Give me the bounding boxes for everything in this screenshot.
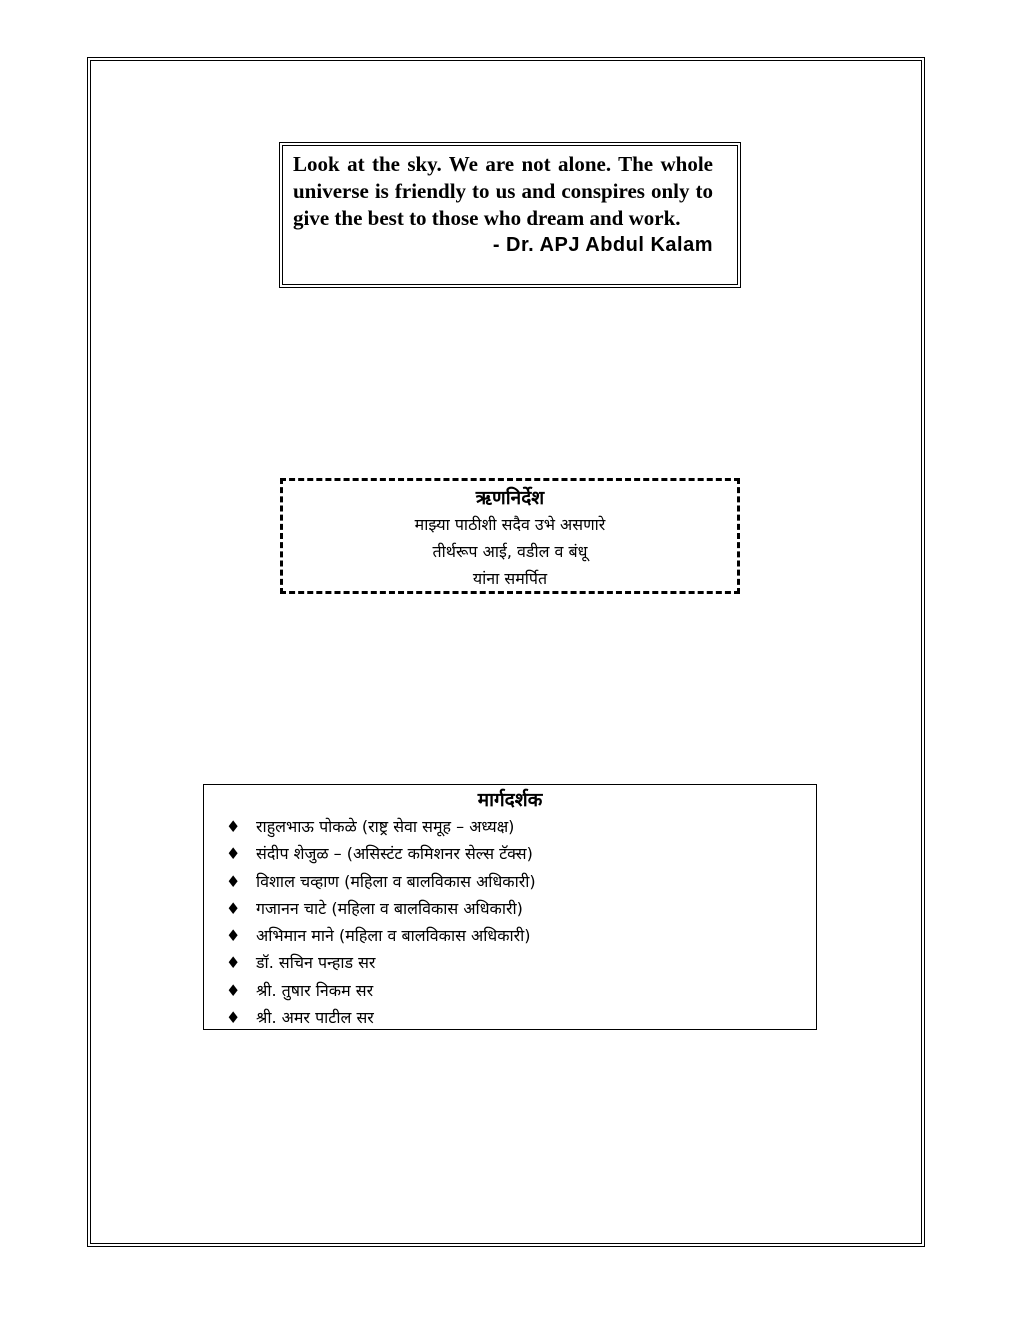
dedication-line: माझ्या पाठीशी सदैव उभे असणारे (414, 515, 606, 534)
guide-name: श्री. तुषार निकम सर (256, 980, 374, 1000)
dedication-line: तीर्थरूप आई, वडील व बंधू (432, 542, 588, 561)
diamond-bullet-icon: ♦ (226, 844, 241, 864)
guide-name: अभिमान माने (महिला व बालविकास अधिकारी) (256, 926, 531, 946)
guides-box (203, 784, 817, 1030)
list-item (226, 868, 816, 895)
list-item (226, 895, 816, 922)
guides-title: मार्गदर्शक (477, 789, 543, 811)
diamond-bullet-icon: ♦ (226, 953, 241, 973)
quote-text: Look at the sky. We are not alone. The whole universe is friendly to us and conspires only to give the best to those who dream and work. (293, 152, 713, 230)
guide-name: संदीप शेजुळ – (असिस्टंट कमिशनर सेल्स टॅक्स) (256, 844, 533, 864)
guides-list (204, 813, 816, 1031)
list-item (226, 813, 816, 840)
list-item (226, 977, 816, 1004)
guide-name: राहुलभाऊ पोकळे (राष्ट्र सेवा समूह – अध्यक्ष) (256, 817, 515, 836)
dedication-box (280, 478, 740, 594)
quote-author: - Dr. APJ Abdul Kalam (492, 234, 713, 256)
guide-name: गजानन चाटे (महिला व बालविकास अधिकारी) (256, 898, 523, 918)
diamond-bullet-icon: ♦ (226, 980, 241, 1000)
diamond-bullet-icon: ♦ (226, 817, 241, 836)
diamond-bullet-icon: ♦ (226, 1008, 241, 1028)
guide-name: विशाल चव्हाण (महिला व बालविकास अधिकारी) (256, 871, 536, 891)
dedication-line: यांना समर्पित (472, 569, 548, 588)
list-item (226, 840, 816, 867)
quote-box (279, 142, 741, 288)
diamond-bullet-icon: ♦ (226, 926, 241, 946)
guide-name: श्री. अमर पाटील सर (256, 1008, 374, 1028)
diamond-bullet-icon: ♦ (226, 871, 241, 891)
list-item (226, 922, 816, 949)
list-item (226, 1004, 816, 1031)
diamond-bullet-icon: ♦ (226, 898, 241, 918)
guide-name: डॉ. सचिन पन्हाड सर (256, 953, 376, 973)
dedication-title: ऋणनिर्देश (475, 487, 545, 509)
list-item (226, 949, 816, 976)
